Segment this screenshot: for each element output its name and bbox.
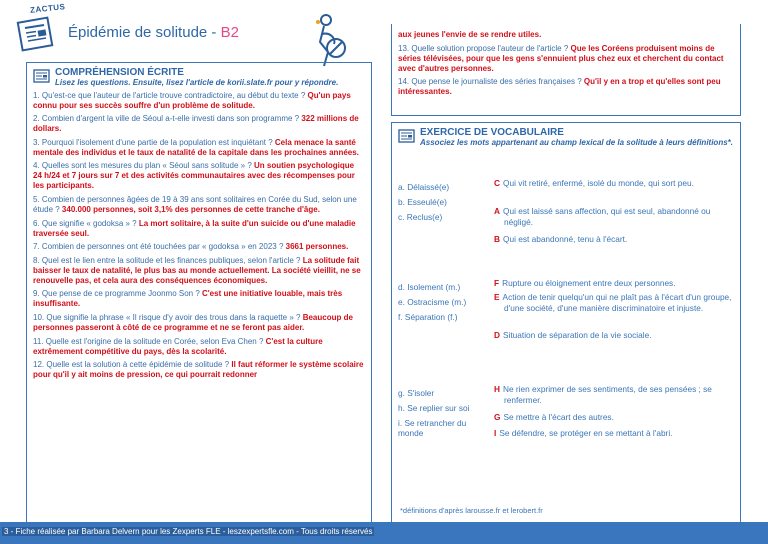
answer-text: 322 millions de dollars.: [33, 114, 359, 134]
answer-letter: D: [494, 330, 500, 340]
page-title: Épidémie de solitude - B2: [68, 24, 239, 41]
vocab-definition: [494, 234, 732, 245]
answer-letter: B: [494, 234, 500, 244]
question-7: [33, 242, 365, 252]
definition-text: Qui vit retiré, enfermé, isolé du monde, qui sort peu.: [503, 178, 694, 188]
question-12: [33, 360, 365, 380]
answer-text: Beaucoup de personnes passeront à côté de ce programme et ne se feront pas aider.: [33, 312, 353, 332]
question-9: [33, 289, 365, 309]
answer-letter: C: [494, 178, 500, 188]
definition-text: Se mettre à l'écart des autres.: [503, 412, 614, 422]
question-text: 6. Que signifie « godoksa » ?: [33, 218, 139, 228]
answer-letter: H: [494, 384, 500, 394]
answer-text: Qu'un pays connu pour ses succès souffre d'un problème de solitude.: [33, 90, 351, 110]
footer-text: 3 - Fiche réalisée par Barbara Delvern pour les Zexperts FLE - leszexpertsfle.com - Tous droits réservés: [4, 527, 373, 536]
newspaper-icon: [398, 128, 416, 144]
newspaper-icon: [33, 68, 51, 84]
level-badge: B2: [220, 24, 239, 41]
question-5: [33, 195, 365, 215]
definition-text: Qui est abandonné, tenu à l'écart.: [503, 234, 628, 244]
answer-letter: I: [494, 428, 497, 438]
answer-letter: E: [494, 292, 500, 302]
definition-text: Qui est laissé sans affection, qui est seul, abandonné ou négligé.: [503, 206, 711, 227]
question-3: [33, 138, 365, 158]
question-text: 11. Quelle est l'origine de la solitude en Corée, selon Eva Chen ?: [33, 336, 266, 346]
question-text: 9. Que pense de ce programme Joonmo Son ?: [33, 289, 202, 299]
vocab-word: g. S'isoler: [398, 388, 435, 398]
answer-letter: A: [494, 206, 500, 216]
vocab-word: e. Ostracisme (m.): [398, 297, 467, 307]
vocabulary-title: EXERCICE DE VOCABULAIRE: [420, 127, 564, 138]
vocab-word: h. Se replier sur soi: [398, 403, 470, 413]
question-text: 2. Combien d'argent la ville de Séoul a-t-elle investi dans son programme ?: [33, 114, 302, 124]
question-6: [33, 219, 365, 239]
question-text: 1. Qu'est-ce que l'auteur de l'article trouve contradictoire, au début du texte ?: [33, 90, 308, 100]
question-13: 13. Quelle solution propose l'auteur de l'article ? Que les Coréens produisent moins de séries télévisées, pour que les gens s'ennuient plus chez eux et cherchent du contact avec d'autres personnes.: [398, 43, 724, 73]
answer-text: La solitude fait baisser le taux de natalité, le plus bas au monde actuellement. La société vieillit, ne se renouvelle pas, et cela aura des conséquences économiques.: [33, 255, 361, 285]
answer-text: Il faut réformer le système scolaire pour qu'il y ait moins de pression, ce qui pourrait redonner: [33, 360, 364, 380]
vocab-definition: [494, 412, 732, 423]
vocab-word: c. Reclus(e): [398, 212, 443, 222]
answer-text: 3661 personnes.: [285, 242, 349, 252]
question-8: [33, 256, 365, 286]
definition-text: Se défendre, se protéger en se mettant à l'abri.: [499, 428, 673, 438]
answer-text: Cela menace la santé mentale des individus et le taux de natalité de la capitale dans les prochaines années.: [33, 137, 359, 157]
vocab-definition: [494, 384, 732, 405]
question-2: [33, 114, 365, 134]
footnote: *définitions d'après larousse.fr et lerobert.fr: [400, 506, 543, 515]
question-10: [33, 313, 365, 333]
answer-text: C'est la culture extrêmement compétitive du pays, dès la scolarité.: [33, 336, 323, 356]
vocab-word: b. Esseulé(e): [398, 197, 447, 207]
question-text: 10. Que signifie la phrase « Il risque d'y avoir des trous dans la raquette » ?: [33, 312, 303, 322]
question-4: [33, 161, 365, 191]
vocab-word: d. Isolement (m.): [398, 282, 461, 292]
vocab-word: f. Séparation (f.): [398, 312, 458, 322]
question-text: 7. Combien de personnes ont été touchées par « godoksa » en 2023 ?: [33, 242, 286, 252]
answer-text: 340.000 personnes, soit 3,1% des personnes de cette tranche d'âge.: [61, 204, 320, 214]
answer-text: Un soutien psychologique 24 h/24 et 7 jours sur 7 et des activités communautaires avec des récompenses pour les participants.: [33, 161, 355, 191]
comprehension-subtitle: Lisez les questions. Ensuite, lisez l'article de korii.slate.fr pour y répondre.: [55, 78, 339, 87]
answer-text: La mort solitaire, à la suite d'un suicide ou d'une maladie traversée seul.: [33, 218, 356, 238]
vocab-definition: [494, 330, 732, 341]
answer-letter: G: [494, 412, 501, 422]
vocab-definition: [494, 292, 732, 313]
definition-text: Situation de séparation de la vie sociale.: [503, 330, 652, 340]
question-14: 14. Que pense le journaliste des séries françaises ? Qu'il y en a trop et qu'elles sont peu intéressantes.: [398, 77, 721, 97]
continuation-panel: [391, 24, 741, 116]
question-text: 5. Combien de personnes âgées de 19 à 39 ans sont solitaires en Corée du Sud, selon une étude ?: [33, 194, 357, 214]
question-text: 4. Quelles sont les mesures du plan « Séoul sans solitude » ?: [33, 161, 255, 171]
vocab-definition: [494, 206, 732, 227]
vocab-definition: [494, 178, 732, 189]
vocabulary-subtitle: Associez les mots appartenant au champ lexical de la solitude à leurs définitions*.: [420, 138, 733, 147]
answer-12-end: aux jeunes l'envie de se rendre utiles.: [398, 30, 542, 39]
question-11: [33, 337, 365, 357]
logo-text: ZACTUS: [29, 2, 66, 15]
definition-text: Rupture ou éloignement entre deux personnes.: [502, 278, 676, 288]
question-text: 3. Pourquoi l'isolement d'une partie de la population est inquiétant ?: [33, 137, 275, 147]
question-text: 8. Quel est le lien entre la solitude et les finances publiques, selon l'article ?: [33, 255, 303, 265]
vocab-word: a. Délaissé(e): [398, 182, 450, 192]
answer-text: C'est une initiative louable, mais très insuffisante.: [33, 289, 343, 309]
question-text: 12. Quelle est la solution à cette épidémie de solitude ?: [33, 360, 232, 370]
answer-letter: F: [494, 278, 500, 288]
definition-text: Ne rien exprimer de ses sentiments, de ses pensées ; se renfermer.: [503, 384, 712, 405]
question-list: [33, 91, 365, 381]
comprehension-panel: [26, 62, 372, 522]
vocab-word: i. Se retrancher du monde: [398, 418, 467, 438]
vocab-definition: [494, 428, 732, 439]
vocab-definition: [494, 278, 732, 289]
comprehension-title: COMPRÉHENSION ÉCRITE: [55, 67, 184, 78]
question-1: [33, 91, 365, 111]
definition-text: Action de tenir quelqu'un qui ne plaît pas à l'écart d'un groupe, d'une société, d'une manière discriminatoire et injuste.: [502, 292, 732, 313]
